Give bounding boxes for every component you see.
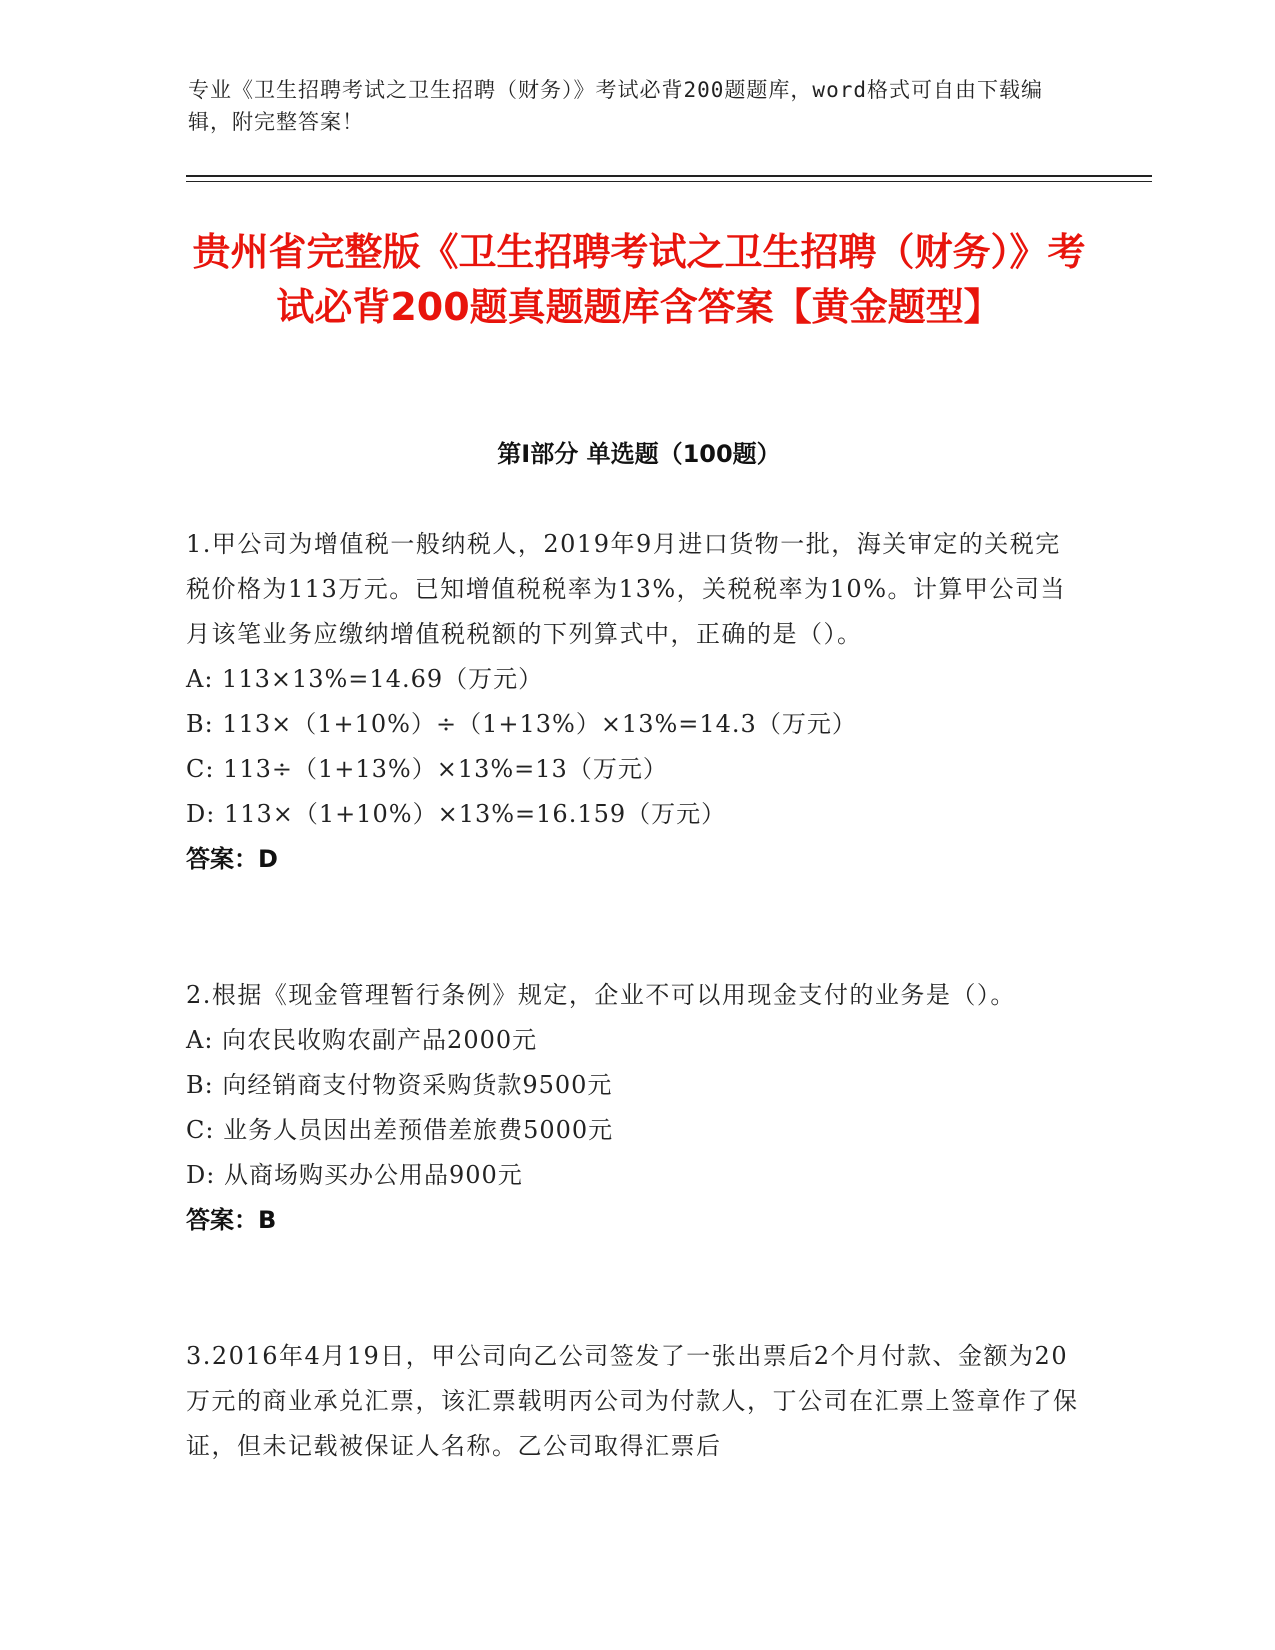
option-b: B: 向经销商支付物资采购货款9500元 — [186, 1071, 613, 1099]
header-divider-thin — [186, 181, 1152, 182]
question-stem: 3.2016年4月19日，甲公司向乙公司签发了一张出票后2个月付款、金额为20万元的商业承兑汇票，该汇票载明丙公司为付款人，丁公司在汇票上签章作了保证，但未记载被保证人名称。乙公司取得汇票后 — [186, 1342, 1079, 1460]
question-stem: 2.根据《现金管理暂行条例》规定，企业不可以用现金支付的业务是（）。 — [186, 981, 1016, 1009]
option-a: A: 113×13%=14.69（万元） — [186, 665, 544, 693]
question-stem: 1.甲公司为增值税一般纳税人，2019年9月进口货物一批，海关审定的关税完税价格为113万元。已知增值税税率为13%，关税税率为10%。计算甲公司当月该笔业务应缴纳增值税税额的下列算式中，正确的是（）。 — [186, 530, 1066, 648]
question-2 — [186, 973, 1086, 1243]
option-c: C: 业务人员因出差预借差旅费5000元 — [186, 1116, 614, 1144]
answer: 答案：B — [186, 1206, 277, 1234]
option-d: D: 113×（1+10%）×13%=16.159（万元） — [186, 800, 727, 828]
question-3 — [186, 1334, 1086, 1469]
header-divider-thick — [186, 175, 1152, 177]
section-heading: 第Ⅰ部分 单选题（100题） — [497, 440, 781, 468]
option-c: C: 113÷（1+13%）×13%=13（万元） — [186, 755, 668, 783]
option-d: D: 从商场购买办公用品900元 — [186, 1161, 523, 1189]
option-a: A: 向农民收购农副产品2000元 — [186, 1026, 538, 1054]
option-b: B: 113×（1+10%）÷（1+13%）×13%=14.3（万元） — [186, 710, 857, 738]
document-title: 贵州省完整版《卫生招聘考试之卫生招聘（财务）》考试必背200题真题题库含答案【黄金题型】 — [192, 230, 1086, 329]
answer: 答案：D — [186, 845, 278, 873]
question-1 — [186, 522, 1086, 882]
header-note: 专业《卫生招聘考试之卫生招聘（财务）》考试必背200题题库，word格式可自由下载编辑，附完整答案！ — [188, 78, 1043, 134]
